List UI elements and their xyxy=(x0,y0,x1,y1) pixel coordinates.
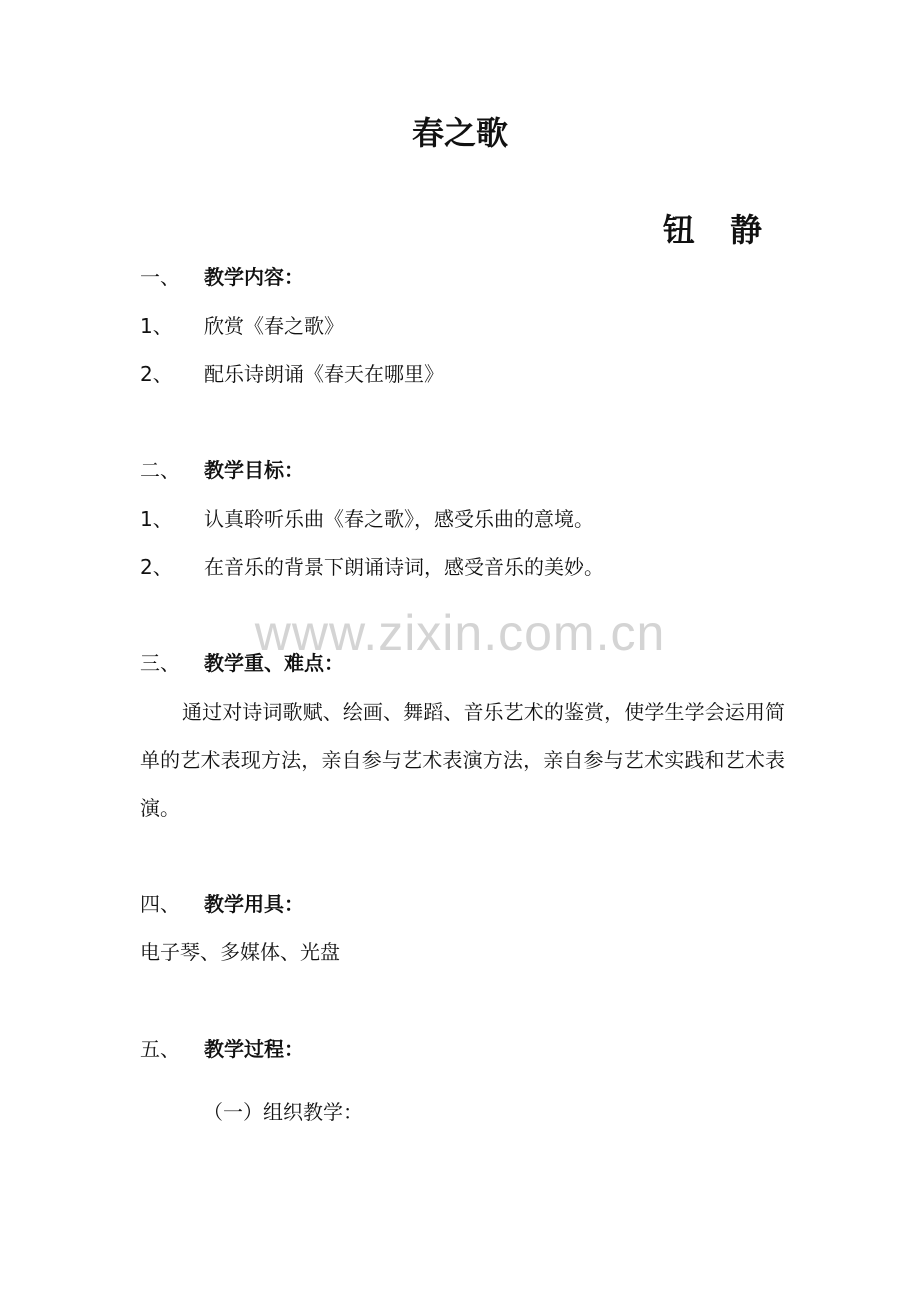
watermark: www.zixin.com.cn xyxy=(254,605,666,661)
item-text: 认真聆听乐曲《春之歌》，感受乐曲的意境。 xyxy=(204,507,594,531)
list-item xyxy=(140,311,344,341)
section-heading-process xyxy=(140,1034,304,1064)
item-text: 欣赏《春之歌》 xyxy=(204,314,344,338)
section-heading-text: 教学过程： xyxy=(204,1037,304,1061)
subsection-heading: （一）组织教学： xyxy=(203,1100,363,1124)
section-heading-content xyxy=(140,262,304,292)
keypoints-paragraph: 通过对诗词歌赋、绘画、舞蹈、音乐艺术的鉴赏，使学生学会运用简单的艺术表现方法，亲自参与艺术表演方法，亲自参与艺术实践和艺术表演。 xyxy=(140,700,785,820)
item-number: 2、 xyxy=(140,555,173,579)
section-heading-text: 教学目标： xyxy=(204,458,304,482)
section-number: 三、 xyxy=(140,651,180,675)
section-number: 四、 xyxy=(140,892,180,916)
section-heading-goals xyxy=(140,455,304,485)
item-number: 1、 xyxy=(140,314,173,338)
list-item xyxy=(140,504,594,534)
tools-text: 电子琴、多媒体、光盘 xyxy=(140,940,340,964)
section-heading-tools xyxy=(140,889,304,919)
section-number: 一、 xyxy=(140,265,180,289)
list-item xyxy=(140,552,604,582)
section-heading-keypoints xyxy=(140,648,344,678)
item-text: 配乐诗朗诵《春天在哪里》 xyxy=(204,362,444,386)
section-heading-text: 教学重、难点： xyxy=(204,651,344,675)
document-title: 春之歌 xyxy=(411,114,508,152)
item-number: 1、 xyxy=(140,507,173,531)
section-heading-text: 教学内容： xyxy=(204,265,304,289)
section-number: 五、 xyxy=(140,1037,180,1061)
item-number: 2、 xyxy=(140,362,173,386)
section-heading-text: 教学用具： xyxy=(204,892,304,916)
section-number: 二、 xyxy=(140,458,180,482)
author-name: 钮 静 xyxy=(662,211,774,249)
list-item xyxy=(140,359,444,389)
item-text: 在音乐的背景下朗诵诗词，感受音乐的美妙。 xyxy=(204,555,604,579)
